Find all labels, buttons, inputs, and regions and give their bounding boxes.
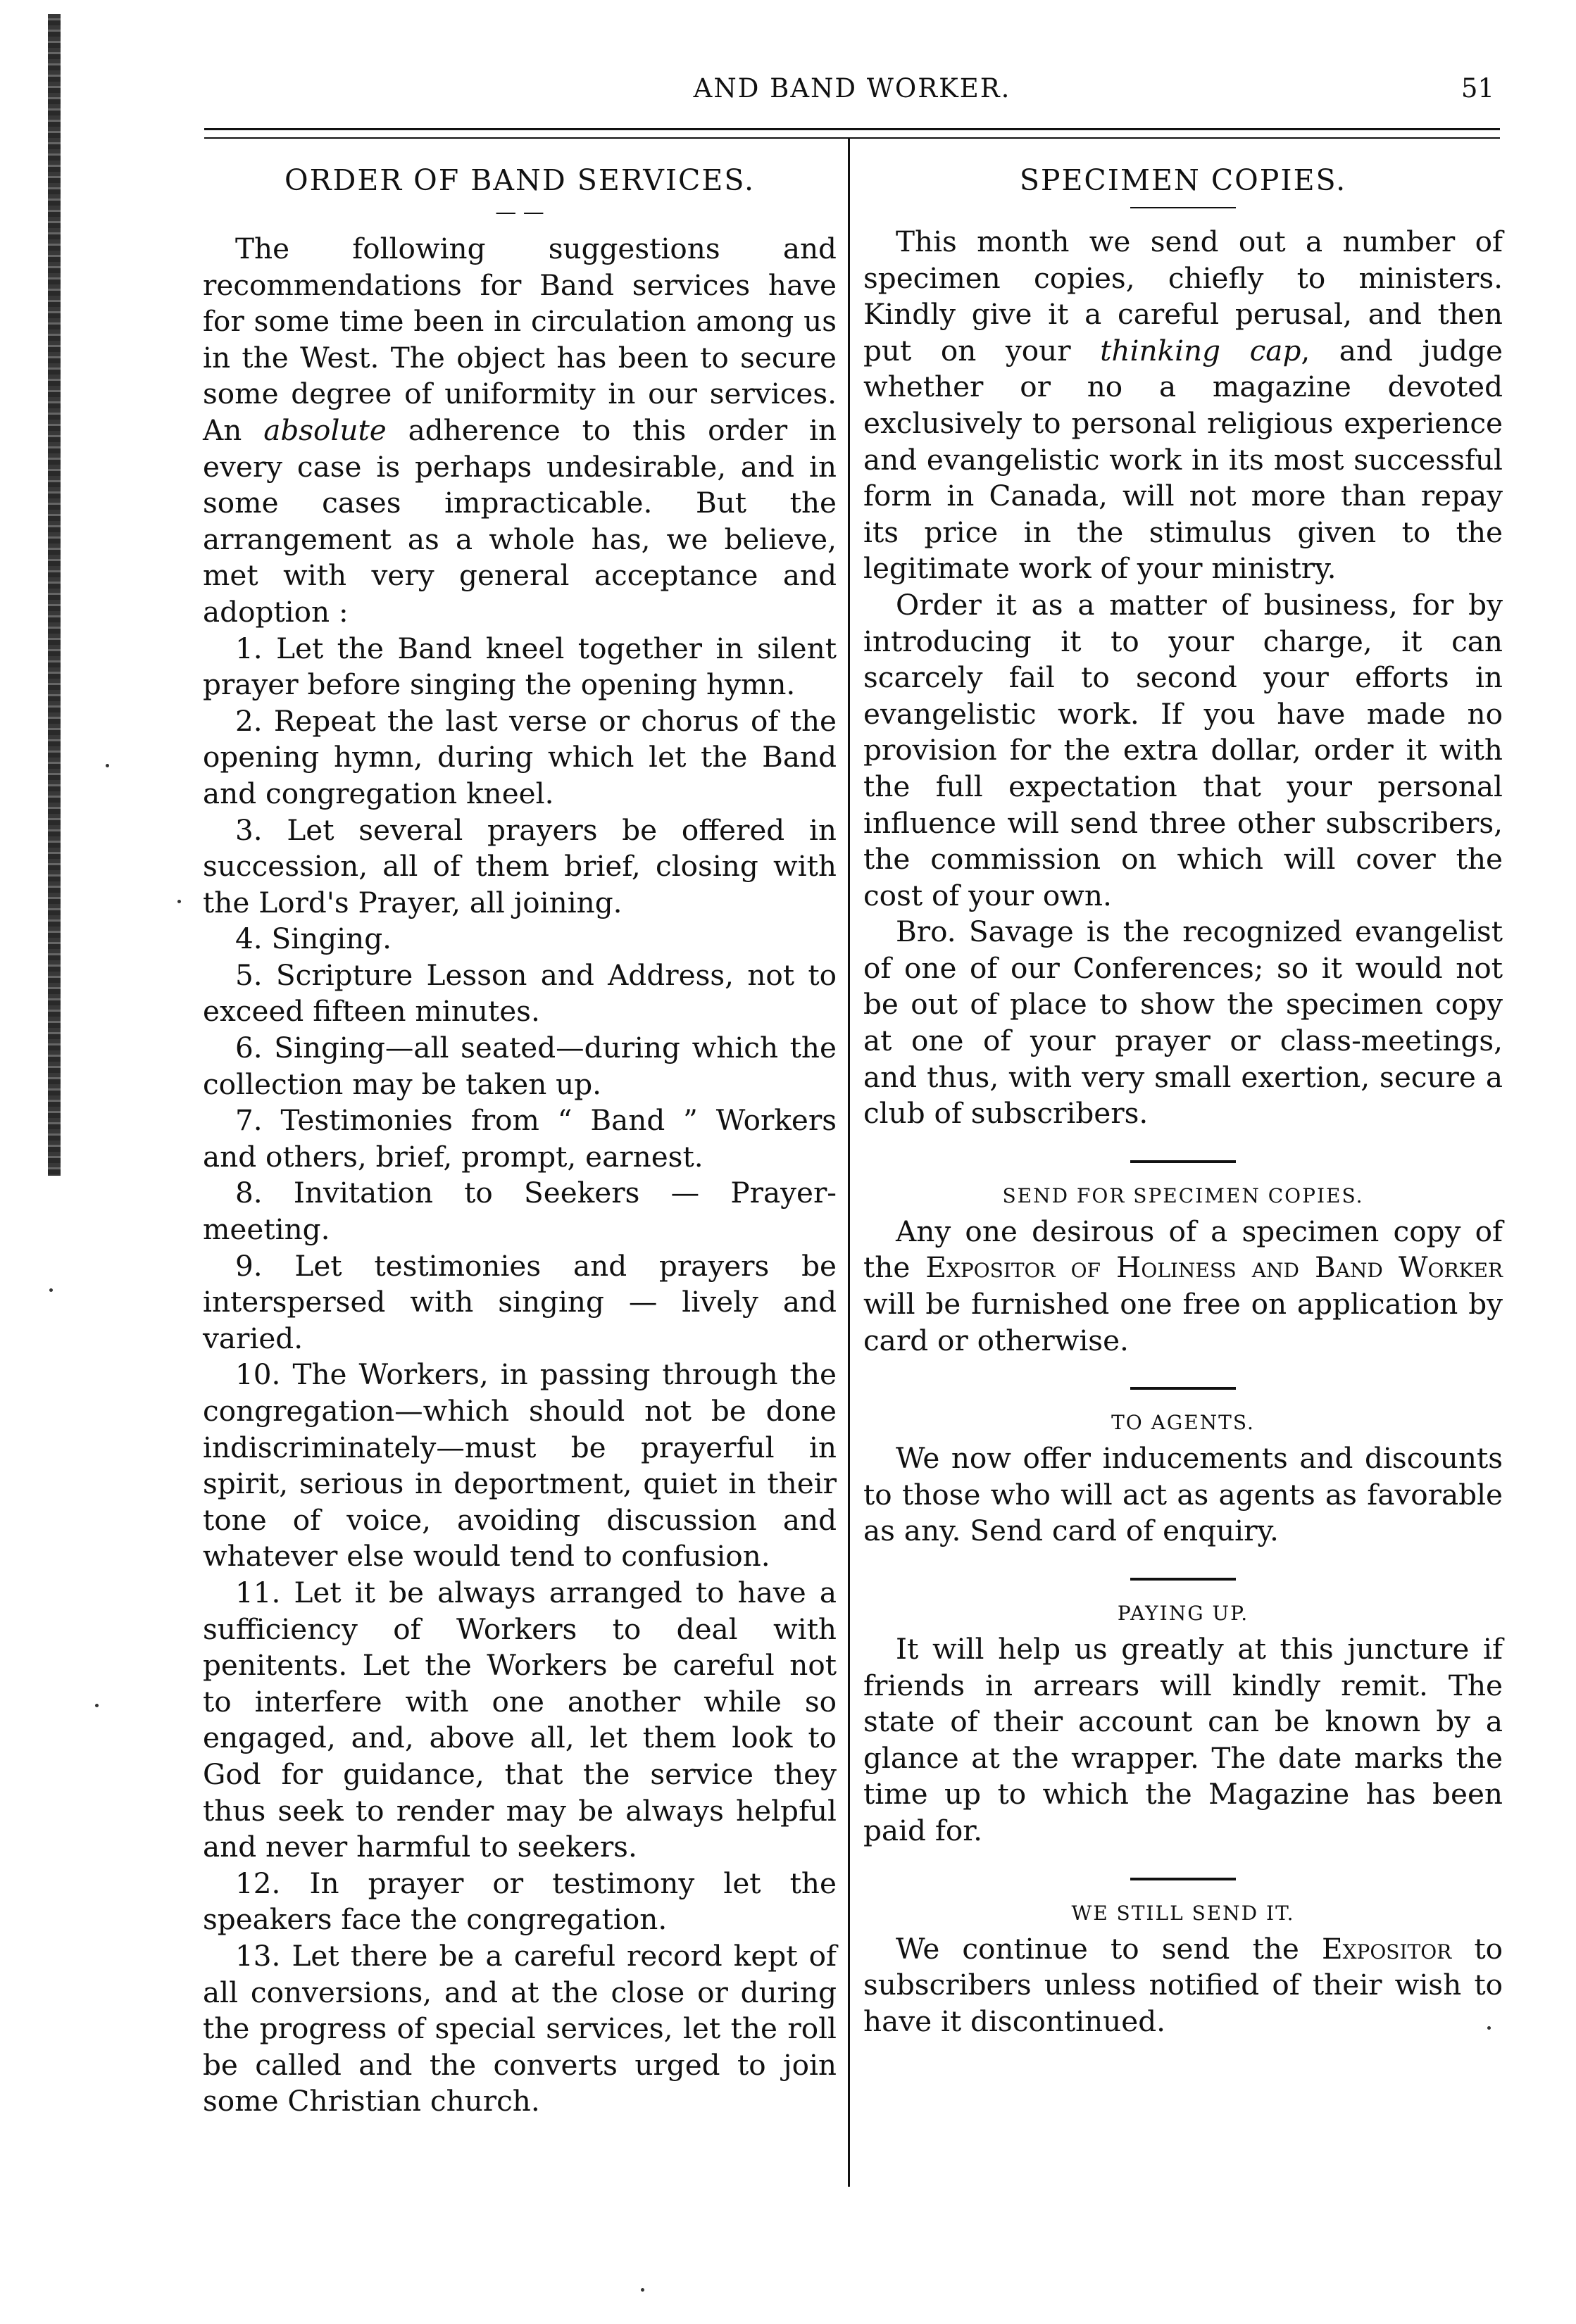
list-item: 3. Let several prayers be offered in succession, all of them brief, closing with the Lord's Prayer, all joining.	[203, 812, 837, 919]
left-column	[203, 162, 837, 2120]
paragraph: Any one desirous of a specimen copy of the Expositor of Holiness and Band Worker will be furnished one free on application by card or otherwise.	[863, 1214, 1503, 1357]
section-rule	[1130, 1160, 1236, 1163]
list-item: 10. The Workers, in passing through the congregation—which should not be done indiscriminately—must be prayerful in spirit, serious in deportment, quiet in their tone of voice, avoiding discussion and whatever else would tend to confusion.	[203, 1357, 837, 1574]
speck	[49, 1288, 53, 1292]
right-column	[863, 162, 1503, 2040]
title-rule	[1130, 207, 1236, 208]
section-heading: PAYING UP.	[1117, 1602, 1249, 1625]
title-ornament: — —	[495, 200, 544, 225]
page-header	[204, 73, 1500, 115]
section-rule	[1130, 1878, 1236, 1880]
intro-paragraph: The following suggestions and recommendations for Band services have for some time been in circulation among us in the West. The object has been to secure some degree of uniformity in our services. An absolute adherence to this order in every case is perhaps undesirable, and in some cases impracticable. But the arrangement as a whole has, we believe, met with very general acceptance and adoption :	[203, 232, 837, 629]
paragraph: This month we send out a number of specimen copies, chiefly to ministers. Kindly give it a careful perusal, and then put on your thinking cap, and judge whether or no a magazine devoted exclusively to personal religious experience and evangelistic work in its most successful form in Canada, will not more than repay its price in the stimulus given to the legitimate work of your ministry.	[863, 225, 1503, 586]
speck	[641, 2288, 644, 2292]
list-item: 7. Testimonies from “ Band ” Workers and others, brief, prompt, earnest.	[203, 1103, 837, 1174]
paragraph: We now offer inducements and discounts to those who will act as agents as favorable as any. Send card of enquiry.	[863, 1441, 1503, 1548]
paragraph: Bro. Savage is the recognized evangelist of one of our Conferences; so it would not be out of place to show the specimen copy at one of your prayer or class-meetings, and thus, with very small exertion, secure a club of subscribers.	[863, 915, 1503, 1131]
paragraph: We continue to send the Expositor to subscribers unless notified of their wish to have it discontinued.	[863, 1931, 1503, 2038]
speck	[95, 1704, 99, 1707]
list-item: 4. Singing.	[235, 922, 392, 956]
section-heading: SEND FOR SPECIMEN COPIES.	[1002, 1183, 1364, 1207]
paragraph: It will help us greatly at this juncture if friends in arrears will kindly remit. The state of their account can be known by a glance at the wrapper. The date marks the time up to which the Magazine has been paid for.	[863, 1632, 1503, 1847]
section-heading: WE STILL SEND IT.	[1071, 1901, 1295, 1925]
list-item: 1. Let the Band kneel together in silent prayer before singing the opening hymn.	[203, 631, 837, 702]
list-item: 12. In prayer or testimony let the speakers face the congregation.	[203, 1866, 837, 1937]
list-item: 13. Let there be a careful record kept of all conversions, and at the close or during the progress of special services, let the roll be called and the converts urged to join some Christian church.	[203, 1938, 837, 2118]
list-item: 9. Let testimonies and prayers be interspersed with singing — lively and varied.	[203, 1248, 837, 1355]
list-item: 2. Repeat the last verse or chorus of the opening hymn, during which let the Band and congregation kneel.	[203, 703, 837, 810]
paragraph: Order it as a matter of business, for by introducing it to your charge, it can scarcely fail to second your efforts in evangelistic work. If you have made no provision for the extra dollar, order it with the full expectation that your personal influence will send three other subscribers, the commission on which will cover the cost of your own.	[863, 587, 1503, 912]
section-rule	[1130, 1578, 1236, 1581]
list-item: 11. Let it be always arranged to have a sufficiency of Workers to deal with penitents. Let the Workers be careful not to interfere with one another while so engaged, and, above all, let them look to God for guidance, that the service they thus seek to render may be always helpful and never harmful to seekers.	[203, 1575, 837, 1864]
list-item: 6. Singing—all seated—during which the collection may be taken up.	[203, 1031, 837, 1101]
column-divider	[848, 138, 850, 2187]
section-heading: TO AGENTS.	[1111, 1411, 1255, 1435]
binding-edge	[48, 14, 61, 1176]
article-title: ORDER OF BAND SERVICES.	[284, 163, 755, 197]
list-item: 8. Invitation to Seekers — Prayer-meeting.	[203, 1176, 837, 1247]
header-rule	[204, 128, 1500, 139]
speck	[106, 764, 109, 767]
list-item: 5. Scripture Lesson and Address, not to exceed fifteen minutes.	[203, 957, 837, 1029]
article-title: SPECIMEN COPIES.	[1019, 163, 1347, 197]
page-number: 51	[1461, 73, 1494, 103]
running-head: AND BAND WORKER.	[693, 73, 1011, 103]
speck	[177, 900, 181, 903]
section-rule	[1130, 1387, 1236, 1390]
